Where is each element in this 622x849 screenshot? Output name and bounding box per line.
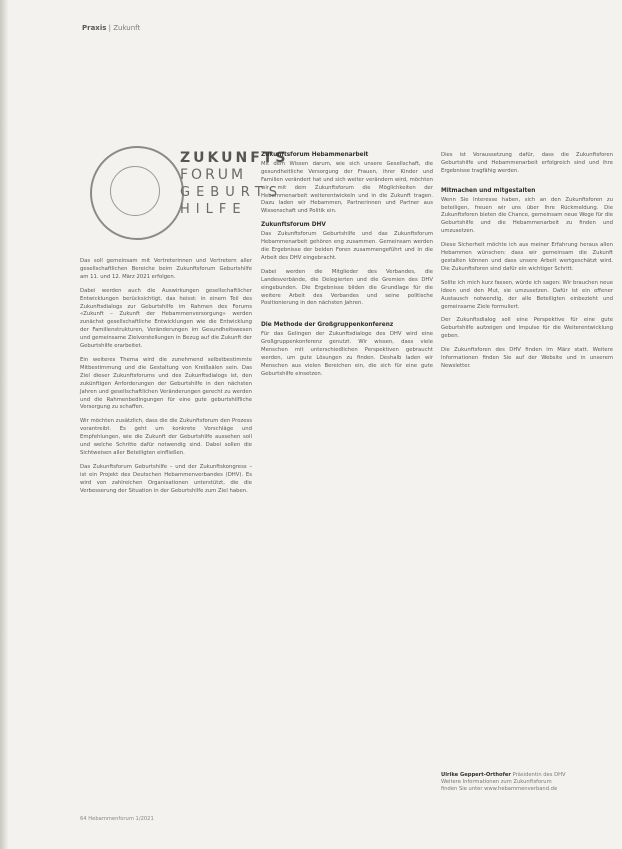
author-name: Ulrike Geppert-Orthofer	[441, 772, 511, 778]
paragraph: Für das Gelingen der Zukunftsdialoge des DHV wird eine Großgruppenkonferenz genutzt. Wir wissen, dass viele Menschen mit unterschiedlichen Perspektiven gebraucht werden, um gute Lösungen zu finden. Deshalb laden wir Menschen aus vielen Bereichen ein, die sich für eine gute Geburtshilfe einsetzen.	[261, 331, 433, 377]
author-note: finden Sie unter www.hebammenverband.de	[441, 786, 558, 792]
text-column-3	[441, 152, 613, 371]
author-role: Präsidentin des DHV	[512, 772, 566, 778]
paragraph: Diese Sicherheit möchte ich aus meiner Erfahrung heraus allen Hebammen wünschen: dass wir gemeinsam die Zukunft gestalten können und dass unsere Arbeit wertgeschätzt wird. Die Zukunftsforen sind dafür ein wichtiger Schritt.	[441, 242, 613, 272]
paragraph: Das Zukunftsforum Geburtshilfe und das Zukunftsforum Hebammenarbeit gehören eng zusammen. Gemeinsam werden die Ergebnisse der beiden Foren zusammengeführt und in die Arbeit des DHV eingebracht.	[261, 231, 433, 261]
section-heading: Die Methode der Großgruppenkonferenz	[261, 322, 394, 329]
section-heading: Zukunftsforum DHV	[261, 222, 326, 229]
paragraph: Mit dem Wissen darum, wie sich unsere Gesellschaft, die gesundheitliche Versorgung der Frauen, ihrer Kinder und Familien verändert hat und sich weiter verändern wird, möchten wir mit dem Zukunftsforum die Möglichkeiten der Hebammenarbeit weiterentwickeln und in die Zukunft tragen. Dazu laden wir Hebammen, Partnerinnen und Partner aus Wissenschaft und Politik ein.	[261, 160, 433, 215]
logo-line-2: FORUM	[180, 167, 247, 183]
zukunftsforum-logo	[84, 146, 289, 258]
paragraph: Wir möchten zusätzlich, dass die die Zukunftsforum den Prozess vorantreibt. Es geht um konkrete Vorschläge und Empfehlungen, wie die Zukunft der Geburtshilfe aussehen soll und welche Schritte dafür notwendig sind. Dabei sollen die Sichtweisen aller Beteiligten einfließen.	[80, 418, 252, 456]
section-label: Praxis	[82, 24, 107, 32]
author-note: Weitere Informationen zum Zukunftsforum	[441, 779, 552, 785]
paragraph: Dabei werden auch die Auswirkungen gesellschaftlicher Entwicklungen berücksichtigt, das heisst: in einem Teil des Zukunftsdialogs zur Geburtshilfe im Rahmen des Forums «Zukunft – Zukunft der Hebammenversorgung» werden zunächst gesellschaftliche Entwicklungen wie die Entwicklung der Familienstrukturen, Veränderungen im Gesundheitswesen und gemeinsame Zielvorstellungen in Bezug auf die Zukunft der Geburtshilfe erarbeitet.	[80, 287, 252, 350]
paragraph: Die Zukunftsforen des DHV finden im März statt. Weitere Informationen finden Sie auf der Website und in unserem Newsletter.	[441, 347, 613, 369]
running-head: Praxis | Zukunft	[82, 24, 141, 32]
page-number: 64	[80, 816, 87, 822]
paragraph: Wenn Sie Interesse haben, sich an den Zukunftsforen zu beteiligen, freuen wir uns über Ihre Rückmeldung. Die Zukunftsforen bieten die Chance, gemeinsam neue Wege für die Geburtshilfe und die Hebammenarbeit zu finden und umzusetzen.	[441, 196, 613, 235]
paragraph: Das Zukunftsforum Geburtshilfe – und der Zukunftskongress – ist ein Projekt des Deutschen Hebammenverbandes (DHV). Es wird von zahlreichen Organisationen unterstützt, die die Verbesserung der Situation in der Geburtshilfe zum Ziel haben.	[80, 463, 252, 494]
text-column-2	[261, 152, 433, 379]
paragraph: Der Zukunftsdialog soll eine Perspektive für eine gute Geburtshilfe aufzeigen und Impulse für die Weiterentwicklung geben.	[441, 317, 613, 340]
text-column-1	[80, 258, 252, 495]
page-footer	[80, 816, 154, 822]
subsection-label: Zukunft	[113, 24, 141, 32]
section-heading: Mitmachen und mitgestalten	[441, 187, 536, 194]
logo-line-1: ZUKUNFTS	[180, 150, 289, 166]
paragraph: Sollte ich mich kurz fassen, würde ich sagen: Wir brauchen neue Ideen und den Mut, sie umzusetzen. Dafür ist ein offener Austausch notwendig, der alle Beteiligten einbezieht und gemeinsame Ziele formuliert.	[441, 279, 613, 310]
section-heading: Zukunftsforum Hebammenarbeit	[261, 152, 369, 158]
paragraph: Dies ist Voraussetzung dafür, dass die Zukunftsforen Geburtshilfe und Hebammenarbeit erfolgreich sind und ihre Ergebnisse tragfähig werden.	[441, 152, 613, 174]
logo-circle-icon	[90, 146, 184, 240]
author-box	[441, 772, 613, 793]
paragraph: Dabei werden die Mitglieder des Verbandes, die Landesverbände, die Delegierten und die Gremien des DHV eingebunden. Die Ergebnisse bilden die Grundlage für die weitere Arbeit des Verbandes und seine politische Positionierung in den nächsten Jahren.	[261, 268, 433, 307]
paragraph: Das soll gemeinsam mit Vertreterinnen und Vertretern aller gesellschaftlichen Bereiche beim Zukunftsforum Geburtshilfe am 11. und 12. März 2021 erfolgen.	[80, 258, 252, 280]
page-gutter	[0, 0, 8, 849]
paragraph: Ein weiteres Thema wird die zunehmend selbstbestimmte Mitbestimmung und die Gestaltung von Kreißsälen sein. Das Ziel dieser Zukunftsforums und des Zukunftsdialogs ist, den zukünftigen Anforderungen der Geburtshilfe in den nächsten Jahren und gesellschaftlichen Veränderungen gerecht zu werden und die Rahmenbedingungen für eine gute geburtshilfliche Versorgung zu schaffen.	[80, 356, 252, 411]
logo-line-3: GEBURTS	[180, 185, 284, 200]
journal-name: Hebammenforum 1/2021	[88, 816, 154, 822]
logo-line-4: HILFE	[180, 202, 247, 217]
